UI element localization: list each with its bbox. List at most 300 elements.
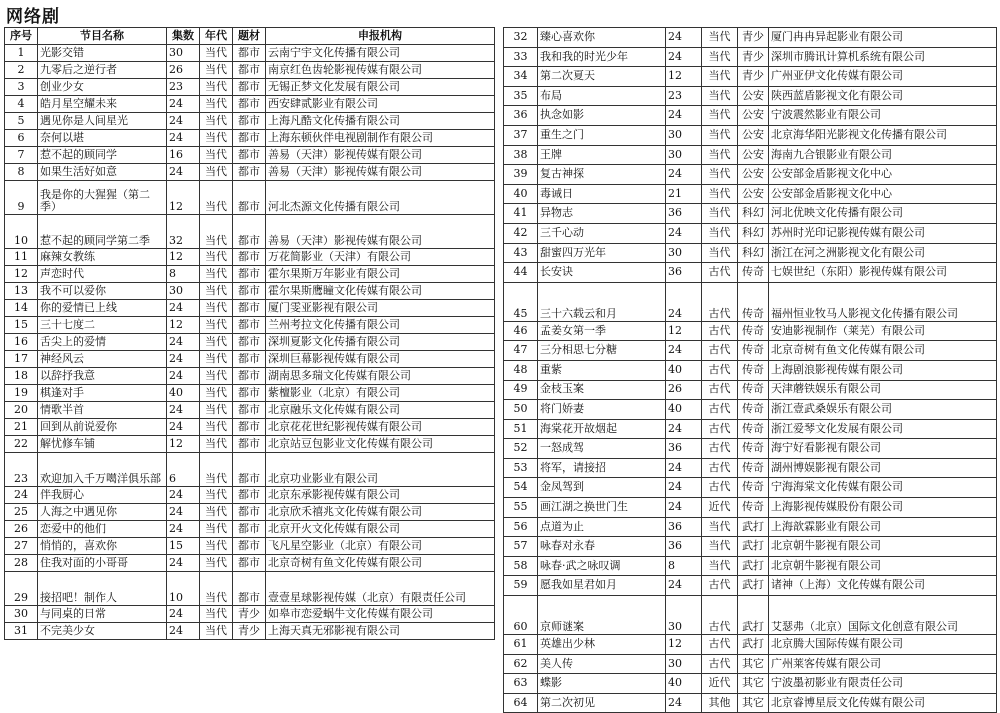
row-number: 16 (5, 334, 38, 351)
episode-count: 24 (666, 693, 702, 713)
genre: 传奇 (738, 419, 769, 439)
genre: 其它 (738, 693, 769, 713)
table-row (5, 215, 495, 249)
applicant-org: 天津蘑铁娱乐有限公司 (769, 380, 997, 400)
program-name: 如果生活好如意 (38, 164, 167, 181)
row-number: 4 (5, 96, 38, 113)
episode-count: 30 (666, 596, 702, 635)
genre: 都市 (233, 113, 266, 130)
row-number: 36 (504, 106, 538, 126)
table-row (504, 400, 997, 420)
row-number: 53 (504, 458, 538, 478)
program-name: 回到从前说爱你 (38, 419, 167, 436)
applicant-org: 北京腾大国际传媒有限公司 (769, 635, 997, 655)
genre: 都市 (233, 164, 266, 181)
row-number: 62 (504, 654, 538, 674)
table-row (504, 341, 997, 361)
row-number: 20 (5, 402, 38, 419)
era: 当代 (702, 517, 738, 537)
episode-count: 32 (167, 215, 200, 249)
genre: 武打 (738, 537, 769, 557)
genre: 公安 (738, 125, 769, 145)
applicant-org: 七娱世纪（东阳）影视传媒有限公司 (769, 263, 997, 283)
episode-count: 24 (167, 623, 200, 640)
row-number: 7 (5, 147, 38, 164)
era: 古代 (702, 400, 738, 420)
table-row (5, 62, 495, 79)
row-number: 17 (5, 351, 38, 368)
episode-count: 40 (167, 385, 200, 402)
genre: 传奇 (738, 478, 769, 498)
table-row (504, 498, 997, 518)
episode-count: 24 (666, 458, 702, 478)
era: 古代 (702, 263, 738, 283)
episode-count: 30 (167, 283, 200, 300)
row-number: 14 (5, 300, 38, 317)
applicant-org: 艾瑟弗（北京）国际文化创意有限公司 (769, 596, 997, 635)
table-row (504, 184, 997, 204)
table-row (5, 436, 495, 453)
applicant-org: 北京欣禾禧兆文化传媒有限公司 (266, 504, 495, 521)
row-number: 38 (504, 145, 538, 165)
row-number: 31 (5, 623, 38, 640)
row-number: 51 (504, 419, 538, 439)
applicant-org: 飞凡星空影业（北京）有限公司 (266, 538, 495, 555)
program-name: 惹不起的顾同学 (38, 147, 167, 164)
row-number: 13 (5, 283, 38, 300)
row-number: 60 (504, 596, 538, 635)
applicant-org: 北京海华阳光影视文化传播有限公司 (769, 125, 997, 145)
table-row (5, 487, 495, 504)
table-row (5, 572, 495, 606)
episode-count: 12 (167, 249, 200, 266)
row-number: 59 (504, 576, 538, 596)
row-number: 10 (5, 215, 38, 249)
episode-count: 36 (666, 204, 702, 224)
episode-count: 24 (167, 521, 200, 538)
era: 古代 (702, 419, 738, 439)
era: 当代 (200, 555, 233, 572)
program-name: 我不可以爱你 (38, 283, 167, 300)
applicant-org: 南京红色齿轮影视传媒有限公司 (266, 62, 495, 79)
program-name: 重紫 (538, 360, 666, 380)
genre: 其它 (738, 654, 769, 674)
era: 其他 (702, 693, 738, 713)
program-name: 神经风云 (38, 351, 167, 368)
genre: 传奇 (738, 263, 769, 283)
program-name: 创业少女 (38, 79, 167, 96)
row-number: 40 (504, 184, 538, 204)
applicant-org: 无锡正梦文化发展有限公司 (266, 79, 495, 96)
table-row (504, 204, 997, 224)
applicant-org: 宁海海棠文化传媒有限公司 (769, 478, 997, 498)
applicant-org: 善易（天津）影视传媒有限公司 (266, 164, 495, 181)
table-row (5, 45, 495, 62)
program-name: 我是你的大猩猩（第二季） (38, 181, 167, 215)
episode-count: 24 (666, 28, 702, 48)
episode-count: 30 (666, 243, 702, 263)
applicant-org: 北京花花世纪影视传媒有限公司 (266, 419, 495, 436)
episode-count: 30 (666, 654, 702, 674)
genre: 都市 (233, 419, 266, 436)
program-name: 将军，请接招 (538, 458, 666, 478)
episode-count: 30 (167, 45, 200, 62)
episode-count: 36 (666, 537, 702, 557)
applicant-org: 西安肆贰影业有限公司 (266, 96, 495, 113)
episode-count: 24 (167, 368, 200, 385)
episode-count: 24 (167, 300, 200, 317)
applicant-org: 湖南思多瑞文化传媒有限公司 (266, 368, 495, 385)
genre: 武打 (738, 635, 769, 655)
era: 当代 (200, 96, 233, 113)
episode-count: 16 (167, 147, 200, 164)
header-name: 节目名称 (38, 28, 167, 45)
program-name: 复古神探 (538, 165, 666, 185)
row-number: 8 (5, 164, 38, 181)
applicant-org: 霍尔果斯鹰瞳文化传媒有限公司 (266, 283, 495, 300)
table-row (5, 351, 495, 368)
era: 当代 (702, 165, 738, 185)
program-name: 欢迎加入千万噶洋俱乐部 (38, 453, 167, 487)
era: 当代 (200, 487, 233, 504)
program-name: 京师谜案 (538, 596, 666, 635)
row-number: 44 (504, 263, 538, 283)
row-number: 34 (504, 67, 538, 87)
genre: 都市 (233, 147, 266, 164)
episode-count: 8 (666, 556, 702, 576)
row-number: 37 (504, 125, 538, 145)
program-name: 恋爱中的他们 (38, 521, 167, 538)
era: 当代 (702, 106, 738, 126)
era: 当代 (200, 215, 233, 249)
program-name: 人海之中遇见你 (38, 504, 167, 521)
applicant-org: 北京站豆包影业文化传媒有限公司 (266, 436, 495, 453)
applicant-org: 北京融乐文化传媒有限公司 (266, 402, 495, 419)
genre: 公安 (738, 106, 769, 126)
era: 古代 (702, 360, 738, 380)
program-name: 三千心动 (538, 223, 666, 243)
applicant-org: 北京奇树有鱼文化传媒有限公司 (769, 341, 997, 361)
applicant-org: 河北杰源文化传播有限公司 (266, 181, 495, 215)
genre: 都市 (233, 130, 266, 147)
applicant-org: 上海东顿伙伴电视剧制作有限公司 (266, 130, 495, 147)
row-number: 41 (504, 204, 538, 224)
era: 当代 (200, 572, 233, 606)
row-number: 49 (504, 380, 538, 400)
applicant-org: 善易（天津）影视传媒有限公司 (266, 147, 495, 164)
table-row (5, 555, 495, 572)
genre: 都市 (233, 62, 266, 79)
program-name: 王牌 (538, 145, 666, 165)
episode-count: 23 (666, 86, 702, 106)
genre: 传奇 (738, 341, 769, 361)
genre: 武打 (738, 576, 769, 596)
era: 古代 (702, 380, 738, 400)
era: 当代 (200, 181, 233, 215)
genre: 都市 (233, 538, 266, 555)
table-row (504, 145, 997, 165)
table-row (5, 538, 495, 555)
applicant-org: 诸神（上海）文化传媒有限公司 (769, 576, 997, 596)
era: 当代 (200, 113, 233, 130)
episode-count: 24 (666, 478, 702, 498)
table-row (504, 556, 997, 576)
program-name: 与同桌的日常 (38, 606, 167, 623)
applicant-org: 深圳夏影文化传播有限公司 (266, 334, 495, 351)
episode-count: 30 (666, 145, 702, 165)
table-row (5, 96, 495, 113)
table-row (504, 223, 997, 243)
episode-count: 24 (167, 351, 200, 368)
genre: 都市 (233, 215, 266, 249)
episode-count: 12 (167, 317, 200, 334)
program-name: 三十七度二 (38, 317, 167, 334)
row-number: 27 (5, 538, 38, 555)
applicant-org: 浙江爱琴文化发展有限公司 (769, 419, 997, 439)
episode-count: 10 (167, 572, 200, 606)
row-number: 11 (5, 249, 38, 266)
genre: 都市 (233, 555, 266, 572)
program-name: 奈何以堪 (38, 130, 167, 147)
applicant-org: 北京功业影业有限公司 (266, 453, 495, 487)
episode-count: 23 (167, 79, 200, 96)
genre: 传奇 (738, 282, 769, 321)
program-name: 愿我如星君如月 (538, 576, 666, 596)
genre: 其它 (738, 674, 769, 694)
header-org: 申报机构 (266, 28, 495, 45)
table-row (5, 385, 495, 402)
episode-count: 24 (666, 165, 702, 185)
genre: 都市 (233, 453, 266, 487)
table-row (504, 86, 997, 106)
table-row (5, 164, 495, 181)
program-name: 美人传 (538, 654, 666, 674)
applicant-org: 宁波震然影业有限公司 (769, 106, 997, 126)
table-row (504, 67, 997, 87)
program-name: 重生之门 (538, 125, 666, 145)
episode-count: 24 (666, 498, 702, 518)
genre: 传奇 (738, 360, 769, 380)
row-number: 24 (5, 487, 38, 504)
era: 古代 (702, 341, 738, 361)
table-row (504, 693, 997, 713)
applicant-org: 上海歆霖影业有限公司 (769, 517, 997, 537)
era: 当代 (200, 164, 233, 181)
era: 当代 (702, 86, 738, 106)
era: 古代 (702, 458, 738, 478)
era: 当代 (200, 147, 233, 164)
program-name: 第二次初见 (538, 693, 666, 713)
applicant-org: 厦门雯亚影视有限公司 (266, 300, 495, 317)
genre: 都市 (233, 521, 266, 538)
era: 当代 (200, 283, 233, 300)
genre: 都市 (233, 385, 266, 402)
genre: 都市 (233, 402, 266, 419)
episode-count: 12 (666, 67, 702, 87)
program-name: 画江湖之换世门生 (538, 498, 666, 518)
applicant-org: 紫檀影业（北京）有限公司 (266, 385, 495, 402)
genre: 都市 (233, 572, 266, 606)
episode-count: 24 (167, 334, 200, 351)
era: 古代 (702, 576, 738, 596)
genre: 公安 (738, 165, 769, 185)
program-name: 接招吧！制作人 (38, 572, 167, 606)
era: 古代 (702, 282, 738, 321)
era: 当代 (200, 334, 233, 351)
era: 当代 (200, 130, 233, 147)
episode-count: 12 (666, 635, 702, 655)
genre: 都市 (233, 504, 266, 521)
table-row (504, 47, 997, 67)
genre: 传奇 (738, 321, 769, 341)
era: 当代 (200, 419, 233, 436)
applicant-org: 河北优映文化传播有限公司 (769, 204, 997, 224)
table-row (5, 521, 495, 538)
episode-count: 36 (666, 263, 702, 283)
era: 当代 (200, 402, 233, 419)
episode-count: 40 (666, 360, 702, 380)
genre: 都市 (233, 79, 266, 96)
episode-count: 24 (167, 96, 200, 113)
era: 当代 (702, 223, 738, 243)
table-row (504, 635, 997, 655)
program-name: 点道为止 (538, 517, 666, 537)
genre: 都市 (233, 436, 266, 453)
episode-count: 24 (666, 223, 702, 243)
row-number: 42 (504, 223, 538, 243)
genre: 科幻 (738, 223, 769, 243)
table-row (504, 478, 997, 498)
episode-count: 15 (167, 538, 200, 555)
table-row (504, 28, 997, 48)
table-row (504, 282, 997, 321)
genre: 青少 (738, 28, 769, 48)
era: 当代 (200, 504, 233, 521)
genre: 武打 (738, 596, 769, 635)
applicant-org: 北京朝牛影视有限公司 (769, 556, 997, 576)
row-number: 50 (504, 400, 538, 420)
row-number: 19 (5, 385, 38, 402)
drama-table-left (4, 27, 495, 640)
era: 当代 (200, 385, 233, 402)
table-header-row (5, 28, 495, 45)
table-row (5, 453, 495, 487)
table-row (5, 249, 495, 266)
era: 当代 (702, 125, 738, 145)
row-number: 32 (504, 28, 538, 48)
applicant-org: 北京睿博星辰文化传媒有限公司 (769, 693, 997, 713)
era: 当代 (200, 368, 233, 385)
table-row (5, 79, 495, 96)
era: 当代 (200, 521, 233, 538)
genre: 都市 (233, 317, 266, 334)
episode-count: 40 (666, 674, 702, 694)
table-row (5, 266, 495, 283)
episode-count: 36 (666, 517, 702, 537)
row-number: 22 (5, 436, 38, 453)
episode-count: 36 (666, 439, 702, 459)
era: 当代 (200, 538, 233, 555)
applicant-org: 上海天真无邪影视有限公司 (266, 623, 495, 640)
applicant-org: 上海剧浪影视传媒有限公司 (769, 360, 997, 380)
applicant-org: 霍尔果斯万年影业有限公司 (266, 266, 495, 283)
program-name: 悄悄的，喜欢你 (38, 538, 167, 555)
program-name: 麻辣女教练 (38, 249, 167, 266)
program-name: 海棠花开故烟起 (538, 419, 666, 439)
genre: 武打 (738, 556, 769, 576)
applicant-org: 浙江壹武桑娱乐有限公司 (769, 400, 997, 420)
table-row (5, 130, 495, 147)
table-row (504, 654, 997, 674)
program-name: 声恋时代 (38, 266, 167, 283)
row-number: 33 (504, 47, 538, 67)
genre: 都市 (233, 334, 266, 351)
genre: 公安 (738, 145, 769, 165)
applicant-org: 兰州考拉文化传播有限公司 (266, 317, 495, 334)
row-number: 15 (5, 317, 38, 334)
era: 当代 (200, 453, 233, 487)
program-name: 以辞抒我意 (38, 368, 167, 385)
episode-count: 12 (167, 436, 200, 453)
program-name: 金枝玉案 (538, 380, 666, 400)
page-title: 网络剧 (6, 7, 60, 27)
row-number: 55 (504, 498, 538, 518)
program-name: 异物志 (538, 204, 666, 224)
genre: 青少 (233, 606, 266, 623)
row-number: 63 (504, 674, 538, 694)
table-row (5, 334, 495, 351)
era: 当代 (200, 79, 233, 96)
genre: 都市 (233, 96, 266, 113)
program-name: 甜蜜四万光年 (538, 243, 666, 263)
row-number: 58 (504, 556, 538, 576)
genre: 都市 (233, 368, 266, 385)
program-name: 将门娇妻 (538, 400, 666, 420)
genre: 武打 (738, 517, 769, 537)
era: 古代 (702, 596, 738, 635)
era: 当代 (200, 45, 233, 62)
row-number: 21 (5, 419, 38, 436)
program-name: 棋逢对手 (38, 385, 167, 402)
table-row (504, 537, 997, 557)
genre: 都市 (233, 487, 266, 504)
genre: 传奇 (738, 380, 769, 400)
applicant-org: 公安部金盾影视文化中心 (769, 165, 997, 185)
program-name: 我和我的时光少年 (538, 47, 666, 67)
era: 当代 (200, 62, 233, 79)
row-number: 25 (5, 504, 38, 521)
episode-count: 6 (167, 453, 200, 487)
episode-count: 24 (167, 504, 200, 521)
program-name: 咏春·武之咏叹调 (538, 556, 666, 576)
applicant-org: 安迪影视制作（莱芜）有限公司 (769, 321, 997, 341)
applicant-org: 海宁好看影视有限公司 (769, 439, 997, 459)
program-name: 舌尖上的爱情 (38, 334, 167, 351)
era: 当代 (702, 537, 738, 557)
table-row (504, 517, 997, 537)
applicant-org: 善易（天津）影视传媒有限公司 (266, 215, 495, 249)
row-number: 48 (504, 360, 538, 380)
program-name: 你的爱情已上线 (38, 300, 167, 317)
era: 当代 (200, 436, 233, 453)
table-row (5, 147, 495, 164)
episode-count: 24 (167, 402, 200, 419)
genre: 青少 (738, 67, 769, 87)
table-row (504, 321, 997, 341)
table-row (5, 317, 495, 334)
genre: 传奇 (738, 400, 769, 420)
program-name: 执念如影 (538, 106, 666, 126)
